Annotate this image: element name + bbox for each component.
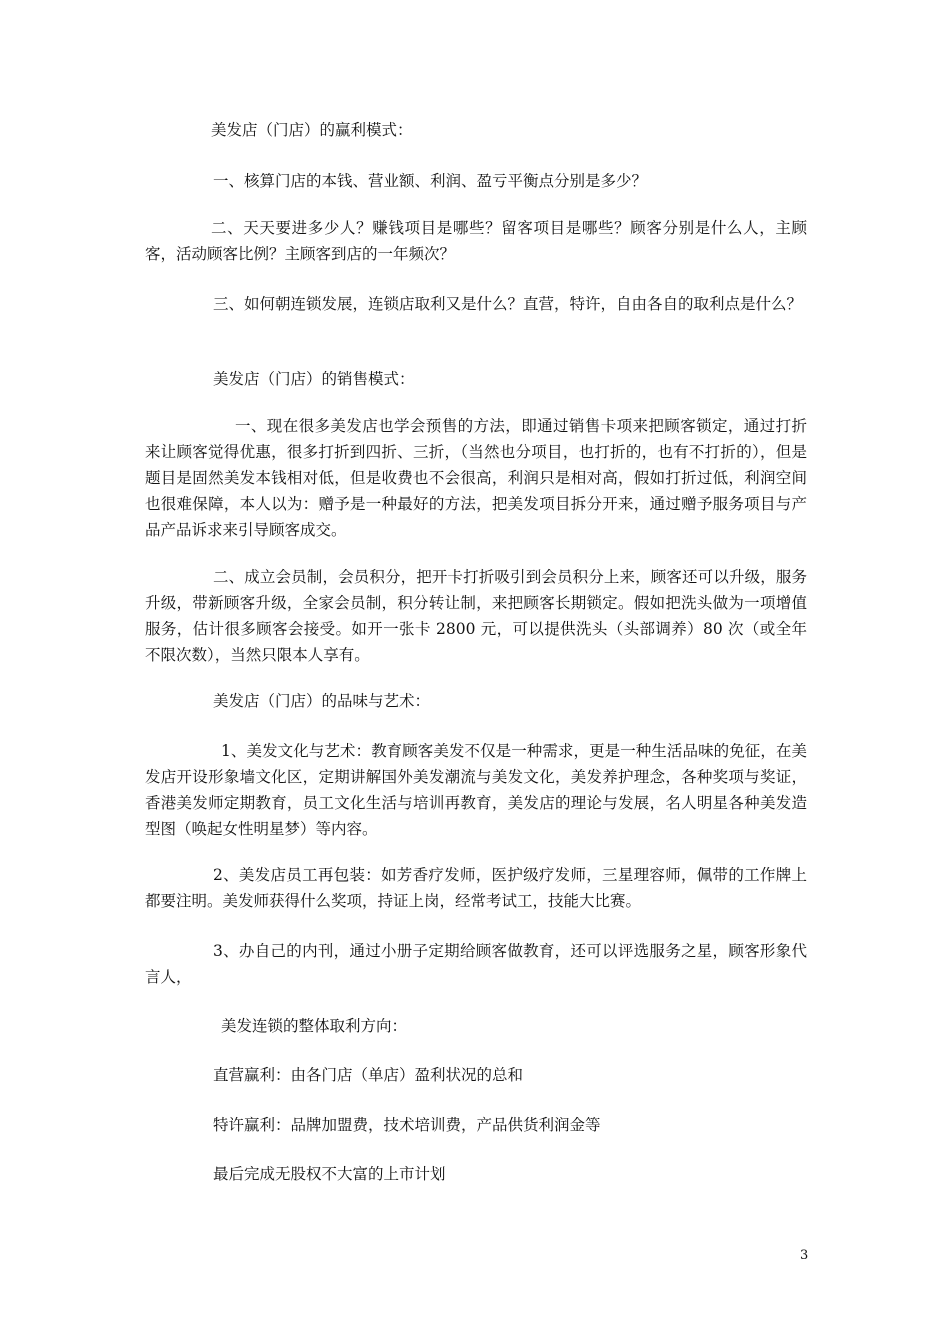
paragraph-taste-2: 2、美发店员工再包装：如芳香疗发师，医护级疗发师，三星理容师，佩带的工作牌上都要注明。美发师获得什么奖项，持证上岗，经常考试工，技能大比赛。 <box>145 866 807 910</box>
heading-profit-model: 美发店（门店）的赢利模式： <box>211 121 413 139</box>
paragraph-profit-1: 一、核算门店的本钱、营业额、利润、盈亏平衡点分别是多少？ <box>213 172 648 190</box>
paragraph-direct-profit: 直营赢利：由各门店（单店）盈利状况的总和 <box>213 1066 524 1084</box>
paragraph-sales-1: 一、现在很多美发店也学会预售的方法，即通过销售卡项来把顾客锁定，通过打折来让顾客觉得优惠，很多打折到四折、三折，（当然也分项目，也打折的，也有不打折的），但是题目是固然美发本钱相对低，但是收费也不会很高，利润只是相对高，假如打折过低，利润空间也很难保障，本人以为：赠予是一种最好的方法，把美发项目拆分开来，通过赠予服务项目与产品产品诉求来引导顾客成交。 <box>145 417 807 539</box>
paragraph-sales-2: 二、成立会员制，会员积分，把开卡打折吸引到会员积分上来，顾客还可以升级，服务升级，带新顾客升级，全家会员制，积分转让制，来把顾客长期锁定。假如把洗头做为一项增值服务，估计很多顾客会接受。如开一张卡 2800 元，可以提供洗头（头部调养）80 次（或全年不限次数），当然只限本人享有。 <box>145 568 807 664</box>
paragraph-taste-1: 1、美发文化与艺术：教育顾客美发不仅是一种需求，更是一种生活品味的免征，在美发店开设形象墙文化区，定期讲解国外美发潮流与美发文化，美发养护理念，各种奖项与奖证，香港美发师定期教育，员工文化生活与培训再教育，美发店的理论与发展，名人明星各种美发造型图（唤起女性明星梦）等内容。 <box>145 742 807 838</box>
paragraph-franchise-profit: 特许赢利：品牌加盟费，技术培训费，产品供货利润金等 <box>213 1116 601 1134</box>
paragraph-profit-3: 三、如何朝连锁发展，连锁店取利又是什么？直营，特许，自由各自的取利点是什么？ <box>213 295 803 313</box>
heading-taste-art: 美发店（门店）的品味与艺术： <box>213 692 431 710</box>
paragraph-profit-2: 二、天天要进多少人？赚钱项目是哪些？留客项目是哪些？顾客分别是什么人，主顾客，活动顾客比例？主顾客到店的一年频次？ <box>145 219 807 263</box>
heading-sales-model: 美发店（门店）的销售模式： <box>213 370 415 388</box>
paragraph-taste-3: 3、办自己的内刊，通过小册子定期给顾客做教育，还可以评选服务之星，顾客形象代言人， <box>145 942 807 986</box>
page-number: 3 <box>800 1248 809 1263</box>
paragraph-listing-plan: 最后完成无股权不大富的上市计划 <box>213 1165 446 1183</box>
heading-chain-direction: 美发连锁的整体取利方向： <box>221 1017 408 1035</box>
